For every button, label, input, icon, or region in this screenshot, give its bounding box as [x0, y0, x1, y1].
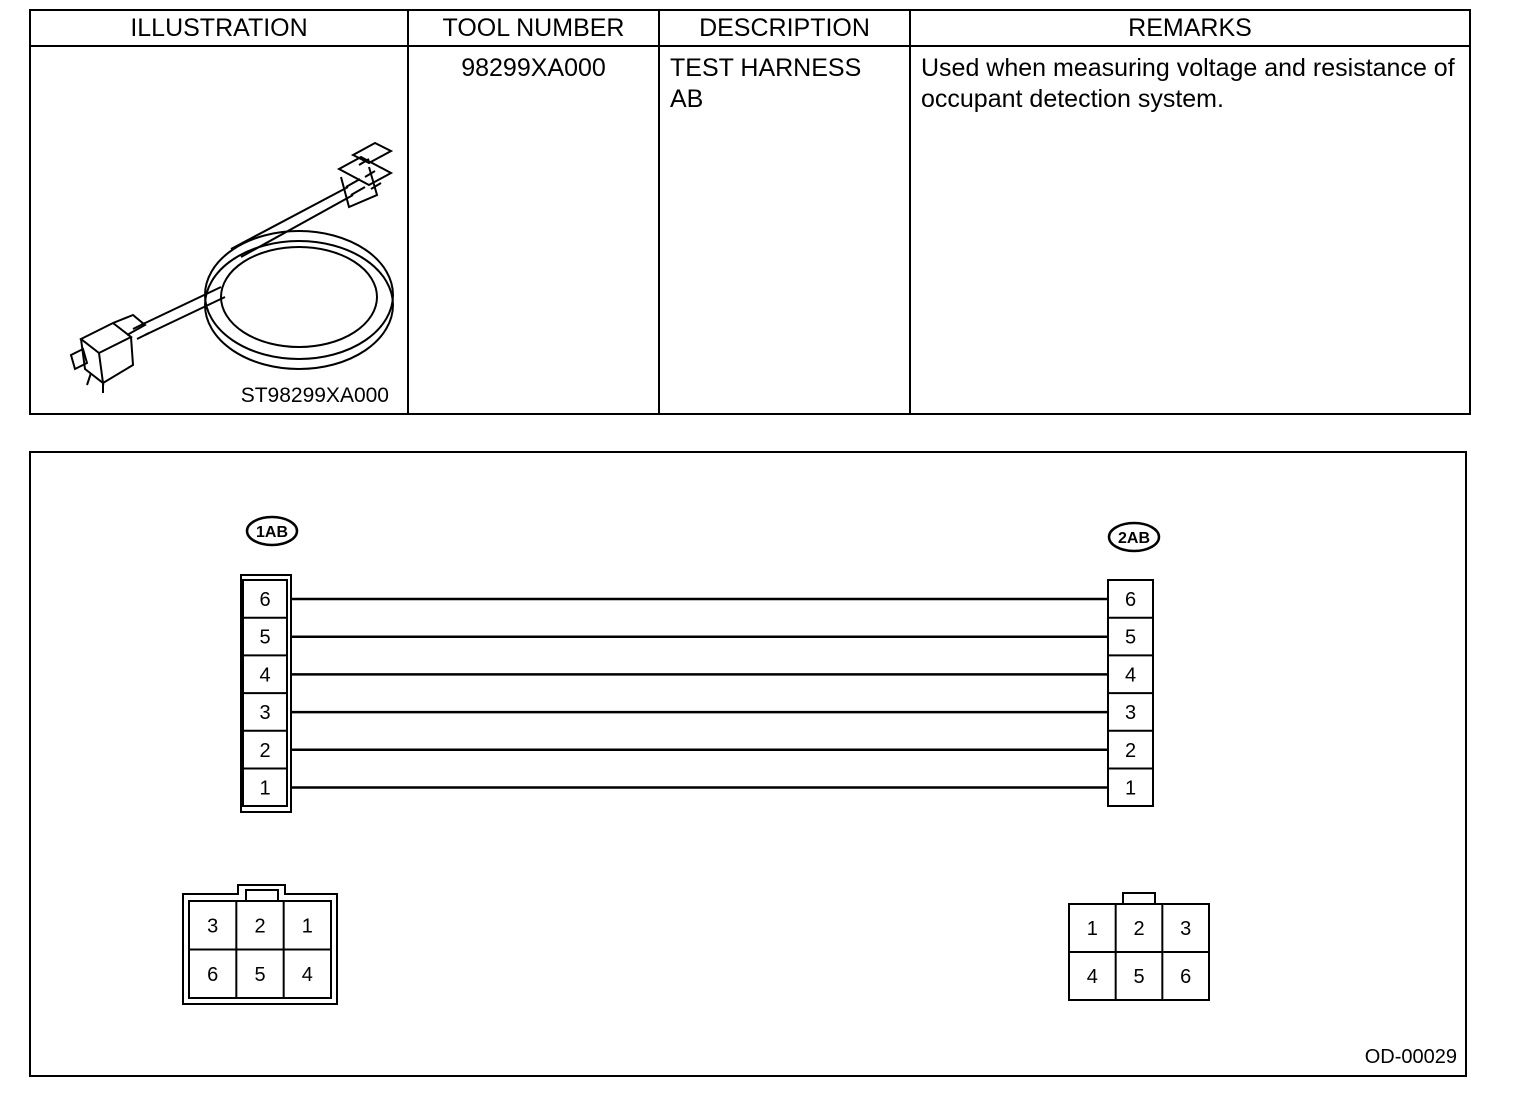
wiring-diagram — [31, 453, 1465, 1075]
connector-1ab-face-pin-6: 6 — [207, 963, 219, 986]
tool-number-cell: 98299XA000 — [408, 46, 659, 414]
connector-1ab-pin-3: 3 — [259, 702, 271, 725]
header-remarks: REMARKS — [910, 10, 1470, 46]
figure-code: OD-00029 — [1364, 1046, 1457, 1068]
header-description: DESCRIPTION — [659, 10, 910, 46]
table-header-row — [30, 10, 1470, 46]
connector-2ab-face-pin-3: 3 — [1180, 918, 1192, 940]
connector-1ab-pin-4: 4 — [259, 664, 271, 687]
connector-2ab-face-pin-1: 1 — [1086, 918, 1098, 940]
connector-2ab-pin-4: 4 — [1124, 664, 1137, 687]
connector-2ab-pin-2: 2 — [1124, 739, 1137, 762]
connector-1ab-face-pin-4: 4 — [301, 963, 313, 986]
illustration-caption: ST98299XA000 — [240, 384, 389, 407]
connector-2ab-face-pin-5: 5 — [1133, 966, 1145, 988]
connector-1ab-label — [247, 517, 297, 545]
connector-1ab-face-pin-2: 2 — [254, 915, 266, 938]
connector-1ab-pin-column — [241, 575, 291, 812]
connector-2ab-face-pin-2: 2 — [1133, 918, 1145, 940]
header-tool-number: TOOL NUMBER — [408, 10, 659, 46]
remarks-cell: Used when measuring voltage and resistance of occupant detection system. — [910, 46, 1470, 414]
special-tool-table — [29, 9, 1471, 415]
test-harness-illustration — [41, 87, 401, 402]
connector-1ab-pin-5: 5 — [259, 626, 271, 649]
connector-2ab-label — [1109, 523, 1159, 551]
connector-1ab-label-text: 1AB — [255, 524, 289, 541]
connector-1ab-face — [183, 885, 337, 1004]
connector-2ab-face — [1069, 893, 1209, 1000]
connector-1ab-face-pin-5: 5 — [254, 963, 266, 986]
table-row — [30, 46, 1470, 414]
connector-2ab-pin-1: 1 — [1124, 777, 1137, 800]
connector-1ab-face-pin-1: 1 — [301, 915, 313, 938]
connector-2ab-face-pin-4: 4 — [1086, 966, 1098, 988]
header-illustration: ILLUSTRATION — [30, 10, 408, 46]
connector-2ab-pin-3: 3 — [1124, 702, 1137, 725]
connector-2ab-pin-column — [1108, 580, 1153, 806]
harness-wires — [291, 599, 1108, 788]
connector-1ab-pin-2: 2 — [259, 739, 271, 762]
connector-1ab-pin-1: 1 — [259, 777, 271, 800]
connector-2ab-face-pin-6: 6 — [1180, 966, 1192, 988]
wiring-diagram-frame — [29, 451, 1467, 1077]
connector-1ab-face-pin-3: 3 — [207, 915, 219, 938]
connector-2ab-pin-5: 5 — [1124, 626, 1137, 649]
connector-1ab-pin-6: 6 — [259, 589, 271, 611]
description-cell: TEST HARNESS AB — [659, 46, 910, 414]
connector-2ab-pin-6: 6 — [1124, 589, 1137, 611]
illustration-cell — [30, 46, 408, 414]
connector-2ab-label-text: 2AB — [1117, 530, 1151, 547]
